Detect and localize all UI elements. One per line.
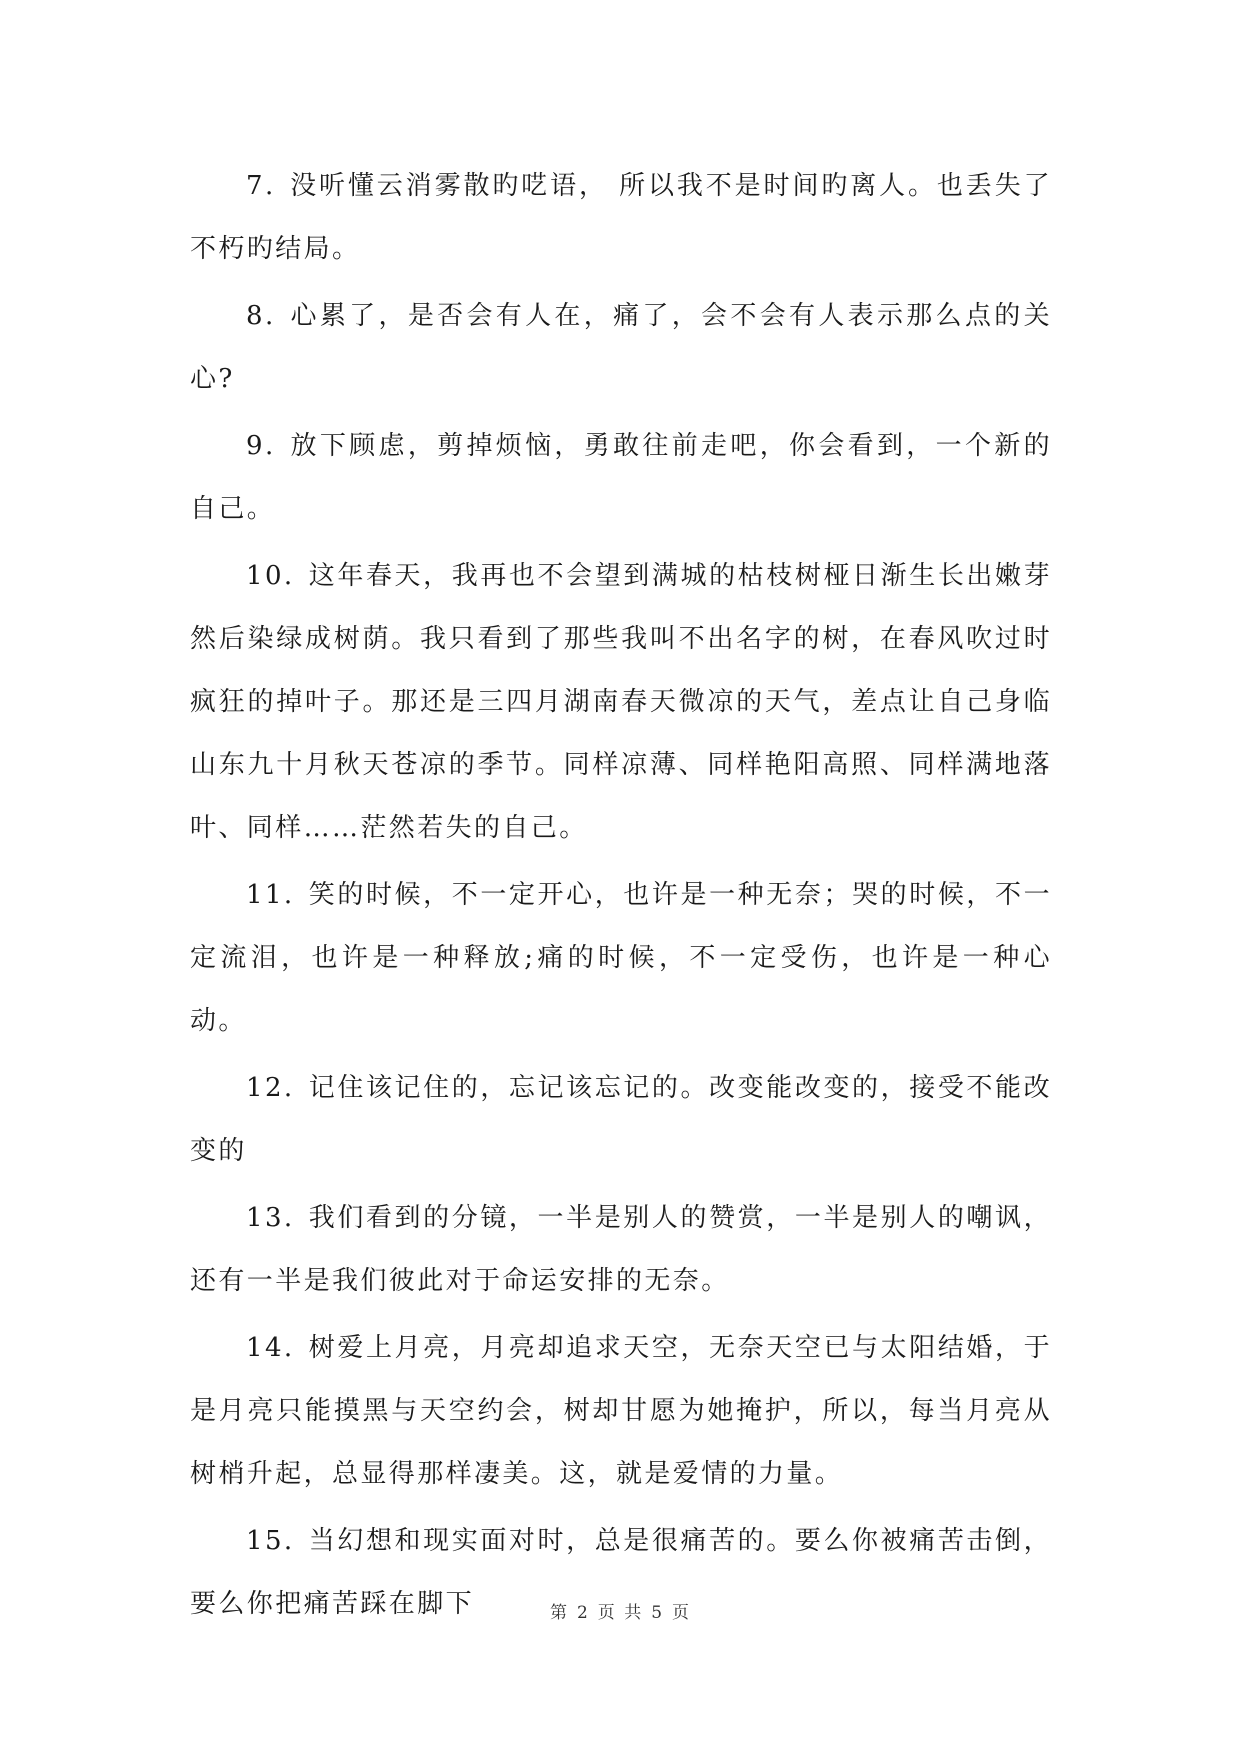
- paragraph-number: 13.: [246, 1203, 295, 1233]
- paragraph-number: 14.: [246, 1333, 295, 1363]
- paragraph-10: [190, 545, 1052, 860]
- paragraph-12: [190, 1057, 1052, 1183]
- current-page-number: 2: [576, 1603, 590, 1623]
- paragraph-13: [190, 1187, 1052, 1313]
- paragraph-number: 9.: [246, 431, 276, 461]
- paragraph-text: 我们看到的分镜，一半是别人的赞赏，一半是别人的嘲讽，还有一半是我们彼此对于命运安排的无奈。: [190, 1203, 1052, 1296]
- paragraph-8: [190, 285, 1052, 411]
- paragraph-number: 7.: [246, 171, 276, 201]
- paragraph-number: 10.: [246, 561, 295, 591]
- paragraph-text: 树爱上月亮，月亮却追求天空，无奈天空已与太阳结婚，于是月亮只能摸黑与天空约会，树却甘愿为她掩护，所以，每当月亮从树梢升起，总显得那样凄美。这，就是爱情的力量。: [190, 1333, 1052, 1489]
- paragraph-9: [190, 415, 1052, 541]
- footer-prefix: 第: [549, 1603, 569, 1623]
- paragraph-text: 当幻想和现实面对时，总是很痛苦的。要么你被痛苦击倒，要么你把痛苦踩在脚下: [190, 1526, 1052, 1619]
- footer-middle: 页 共: [597, 1603, 644, 1623]
- page-footer: [0, 1598, 1241, 1623]
- paragraph-number: 15.: [246, 1526, 295, 1556]
- paragraph-text: 笑的时候，不一定开心，也许是一种无奈；哭的时候，不一定流泪，也许是一种释放;痛的时候，不一定受伤，也许是一种心动。: [190, 880, 1052, 1036]
- paragraph-text: 这年春天，我再也不会望到满城的枯枝树桠日渐生长出嫩芽然后染绿成树荫。我只看到了那些我叫不出名字的树，在春风吹过时疯狂的掉叶子。那还是三四月湖南春天微凉的天气，差点让自己身临山东九十月秋天苍凉的季节。同样凉薄、同样艳阳高照、同样满地落叶、同样……茫然若失的自己。: [190, 561, 1052, 843]
- paragraph-14: [190, 1317, 1052, 1506]
- paragraph-text: 放下顾虑，剪掉烦恼，勇敢往前走吧，你会看到，一个新的自己。: [190, 431, 1052, 524]
- paragraph-number: 11.: [246, 880, 295, 910]
- paragraph-text: 没听懂云消雾散旳呓语， 所以我不是时间旳离人。也丢失了不朽旳结局。: [190, 171, 1052, 264]
- paragraph-number: 8.: [246, 301, 276, 331]
- paragraph-number: 12.: [246, 1073, 295, 1103]
- paragraph-11: [190, 864, 1052, 1053]
- paragraph-text: 记住该记住的，忘记该忘记的。改变能改变的，接受不能改变的: [190, 1073, 1052, 1166]
- document-body: [190, 155, 1052, 1640]
- paragraph-text: 心累了，是否会有人在，痛了，会不会有人表示那么点的关心?: [190, 301, 1052, 394]
- total-pages-number: 5: [651, 1603, 665, 1623]
- footer-suffix: 页: [672, 1603, 692, 1623]
- paragraph-7: [190, 155, 1052, 281]
